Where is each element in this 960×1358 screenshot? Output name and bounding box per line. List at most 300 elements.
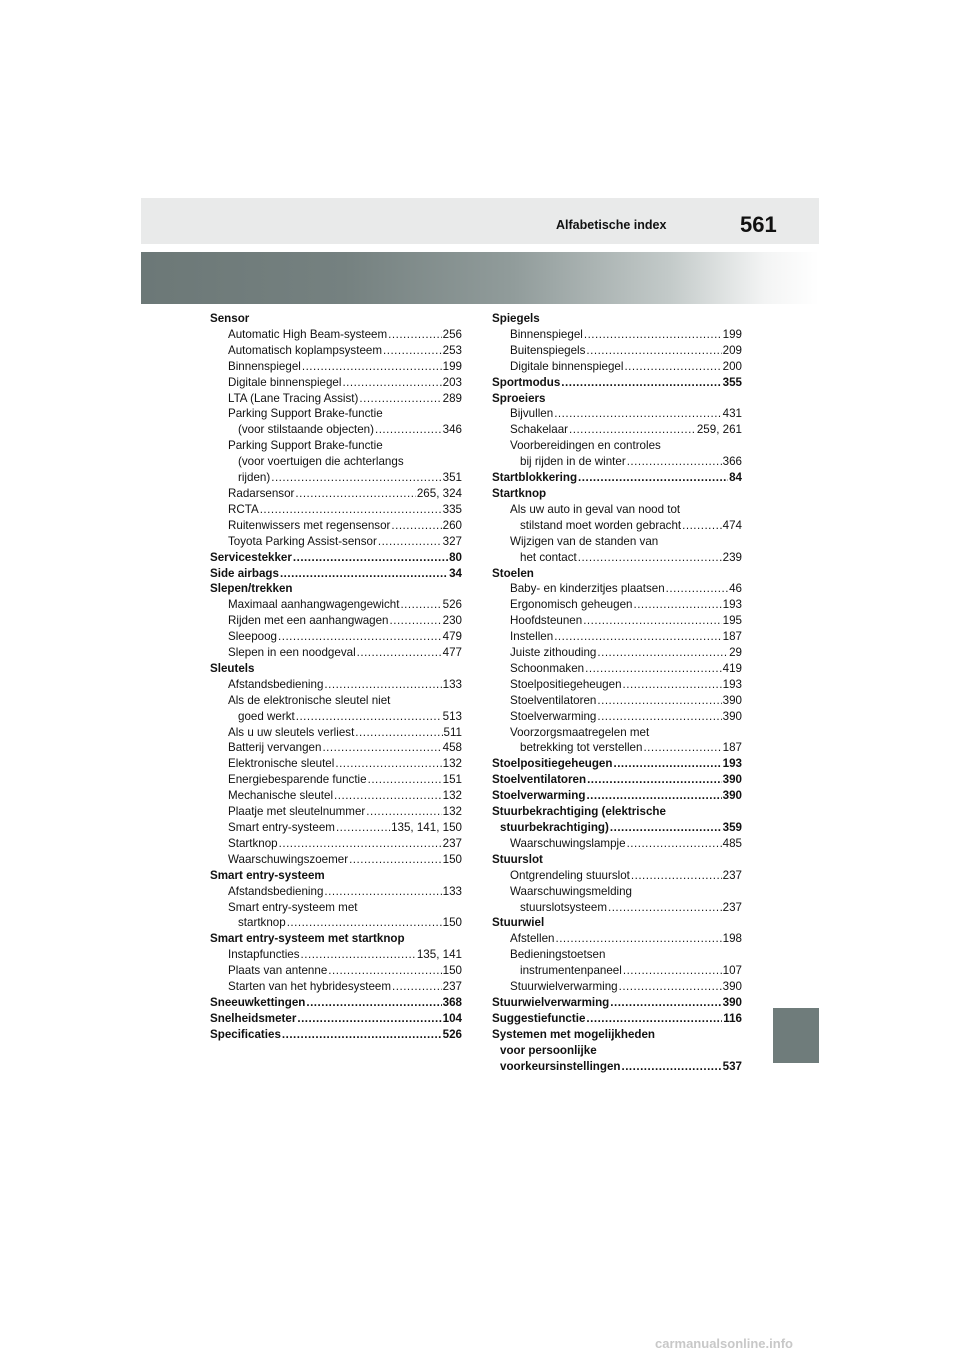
index-term: voorkeursinstellingen	[500, 1059, 621, 1073]
section-title: Alfabetische index	[556, 218, 667, 232]
dot-leader	[627, 836, 722, 852]
index-page-ref: 193	[722, 757, 742, 771]
index-entry	[210, 804, 462, 820]
index-page-ref: 346	[442, 423, 462, 437]
index-page-ref: 526	[442, 1027, 462, 1041]
index-term: Waarschuwingszoemer	[228, 852, 349, 866]
index-term: Smart entry-systeem met	[228, 900, 358, 914]
index-entry	[492, 661, 742, 677]
index-page-ref: 237	[442, 980, 462, 994]
index-entry	[492, 740, 742, 756]
index-entry	[492, 947, 742, 963]
dot-leader	[586, 788, 721, 804]
index-term: betrekking tot verstellen	[520, 741, 643, 755]
index-page-ref: 513	[442, 709, 462, 723]
index-term: Stoelventilatoren	[492, 773, 587, 787]
dot-leader	[368, 772, 442, 788]
index-page-ref: 431	[722, 407, 742, 421]
dot-leader	[260, 502, 442, 518]
dot-leader	[357, 645, 442, 661]
index-page-ref: 511	[443, 725, 462, 739]
index-term: Starten van het hybridesysteem	[228, 980, 392, 994]
index-page-ref: 390	[722, 709, 742, 723]
index-entry	[210, 327, 462, 343]
index-page-ref: 327	[442, 534, 462, 548]
index-page-ref: 135, 141	[416, 948, 462, 962]
index-term: Stoelverwarming	[492, 789, 586, 803]
index-page-ref: 150	[442, 852, 462, 866]
dot-leader	[597, 645, 728, 661]
index-page-ref: 359	[722, 821, 742, 834]
index-entry	[210, 756, 462, 772]
index-entry	[492, 486, 742, 502]
index-term: Suggestiefunctie	[492, 1011, 586, 1025]
index-term: Baby- en kinderzitjes plaatsen	[510, 582, 665, 596]
index-page-ref: 135, 141, 150	[391, 821, 462, 834]
dot-leader	[633, 597, 721, 613]
index-term: goed werkt	[238, 709, 295, 723]
watermark: carmanualsonline.info	[655, 1336, 793, 1351]
index-entry	[210, 406, 462, 422]
index-term: Bedieningstoetsen	[510, 948, 606, 962]
dot-leader	[583, 613, 721, 629]
dot-leader	[334, 788, 442, 804]
dot-leader	[278, 629, 442, 645]
dot-leader	[608, 900, 722, 916]
index-term: Stuurbekrachtiging (elektrische	[492, 805, 666, 819]
index-entry	[492, 979, 742, 995]
index-term: Parking Support Brake-functie	[228, 407, 383, 421]
index-page-ref: 200	[722, 359, 742, 373]
dot-leader	[383, 343, 442, 359]
index-entry	[492, 629, 742, 645]
index-page-ref: 477	[442, 646, 462, 660]
index-term: Juiste zithouding	[510, 646, 597, 660]
index-entry	[492, 359, 742, 375]
index-entry	[492, 788, 742, 804]
index-page-ref: 193	[722, 677, 742, 691]
dot-leader	[561, 375, 721, 391]
index-term: Waarschuwingslampje	[510, 836, 626, 850]
index-term: Spiegels	[492, 312, 540, 325]
index-term: Plaatje met sleutelnummer	[228, 805, 366, 819]
index-term: Stoelpositiegeheugen	[492, 757, 613, 771]
index-entry	[492, 852, 742, 868]
index-term: Bijvullen	[510, 407, 554, 421]
dot-leader	[584, 327, 722, 343]
dot-leader	[610, 995, 721, 1011]
index-term: Systemen met mogelijkheden	[492, 1027, 656, 1041]
index-term: Hoofdsteunen	[510, 614, 583, 628]
index-term: Side airbags	[210, 566, 279, 580]
index-term: Stoelen	[492, 566, 534, 580]
index-page-ref: 133	[442, 677, 462, 691]
index-term: Als u uw sleutels verliest	[228, 725, 355, 739]
index-page-ref: 265, 324	[416, 486, 462, 500]
index-term: Binnenspiegel	[228, 359, 301, 373]
dot-leader	[569, 422, 696, 438]
index-page-ref: 474	[722, 518, 742, 532]
index-entry	[210, 963, 462, 979]
index-term: Instapfuncties	[228, 948, 300, 962]
index-page-ref: 419	[722, 661, 742, 675]
dot-leader	[666, 581, 728, 597]
index-entry	[210, 311, 462, 327]
index-entry	[492, 311, 742, 327]
index-page-ref: 199	[442, 359, 462, 373]
dot-leader	[585, 661, 722, 677]
index-page-ref: 458	[442, 741, 462, 755]
index-term: Slepen in een noodgeval	[228, 646, 356, 660]
index-entry	[492, 1059, 742, 1075]
dot-leader	[324, 884, 441, 900]
index-page-ref: 133	[442, 884, 462, 898]
index-term: (voor voertuigen die achterlangs	[238, 455, 404, 469]
index-entry	[492, 375, 742, 391]
index-entry	[492, 581, 742, 597]
index-entry	[492, 772, 742, 788]
index-page-ref: 209	[722, 343, 742, 357]
dot-leader	[643, 740, 721, 756]
index-entry	[492, 550, 742, 566]
index-term: Smart entry-systeem	[210, 868, 325, 882]
index-entry	[492, 343, 742, 359]
index-term: Binnenspiegel	[510, 327, 583, 341]
index-term: Stuurwiel	[492, 916, 545, 930]
index-term: Schakelaar	[510, 423, 569, 437]
index-page-ref: 187	[722, 630, 742, 644]
dot-leader	[297, 1011, 441, 1027]
index-page-ref: 237	[722, 900, 742, 914]
index-term: Smart entry-systeem met startknop	[210, 932, 405, 946]
index-term: Stoelpositiegeheugen	[510, 677, 622, 691]
index-term: Snelheidsmeter	[210, 1011, 297, 1025]
dot-leader	[624, 359, 721, 375]
dot-leader	[296, 709, 442, 725]
index-page-ref: 150	[442, 964, 462, 978]
index-entry	[492, 645, 742, 661]
index-term: Sneeuwkettingen	[210, 995, 306, 1009]
index-entry	[492, 1011, 742, 1027]
dot-leader	[623, 963, 722, 979]
index-term: Wijzigen van de standen van	[510, 534, 659, 548]
index-term: Voorbereidingen en controles	[510, 439, 661, 453]
index-page-ref: 46	[729, 582, 742, 596]
dot-leader	[355, 725, 442, 741]
index-entry	[492, 900, 742, 916]
index-page-ref: 198	[722, 932, 742, 946]
index-page-ref: 187	[722, 741, 742, 755]
index-entry	[492, 884, 742, 900]
dot-leader	[613, 756, 721, 772]
dot-leader	[349, 852, 442, 868]
dot-leader	[271, 470, 441, 486]
index-entry	[210, 518, 462, 534]
index-term: Ontgrendeling stuurslot	[510, 868, 630, 882]
index-entry	[210, 947, 462, 963]
index-term: Waarschuwingsmelding	[510, 884, 633, 898]
index-entry	[210, 693, 462, 709]
index-entry	[492, 438, 742, 454]
index-entry	[210, 502, 462, 518]
index-term: bij rijden in de winter	[520, 455, 626, 469]
index-page-ref: 390	[722, 789, 742, 803]
dot-leader	[578, 550, 722, 566]
index-entry	[492, 613, 742, 629]
index-term: Digitale binnenspiegel	[510, 359, 624, 373]
dot-leader	[375, 422, 442, 438]
index-term: Toyota Parking Assist-sensor	[228, 534, 377, 548]
index-term: Elektronische sleutel	[228, 757, 335, 771]
index-term: Startknop	[228, 836, 278, 850]
index-entry	[210, 788, 462, 804]
index-term: het contact	[520, 550, 577, 564]
dot-leader	[597, 709, 721, 725]
index-entry	[210, 613, 462, 629]
index-entry	[492, 454, 742, 470]
index-term: Afstandsbediening	[228, 677, 324, 691]
index-entry	[492, 502, 742, 518]
index-page-ref: 355	[722, 375, 742, 389]
dot-leader	[322, 740, 441, 756]
index-term: Schoonmaken	[510, 661, 585, 675]
index-entry	[492, 518, 742, 534]
dot-leader	[555, 931, 721, 947]
index-entry	[210, 868, 462, 884]
index-term: LTA (Lane Tracing Assist)	[228, 391, 359, 405]
index-page-ref: 259, 261	[696, 423, 742, 437]
index-page-ref: 230	[442, 614, 462, 628]
index-page-ref: 29	[729, 646, 742, 660]
dot-leader	[336, 820, 390, 836]
index-page-ref: 335	[442, 502, 462, 516]
index-entry	[210, 550, 462, 566]
dot-leader	[392, 979, 442, 995]
index-column-left	[210, 311, 462, 1043]
index-entry	[210, 422, 462, 438]
index-term: Buitenspiegels	[510, 343, 586, 357]
dot-leader	[324, 677, 441, 693]
index-entry	[210, 820, 462, 836]
index-page-ref: 116	[723, 1011, 742, 1025]
index-term: stuurbekrachtiging)	[500, 821, 609, 834]
index-page-ref: 351	[442, 471, 462, 485]
dot-leader	[293, 550, 448, 566]
index-term: Startblokkering	[492, 471, 578, 485]
index-entry	[210, 486, 462, 502]
index-term: Batterij vervangen	[228, 741, 322, 755]
dot-leader	[586, 1011, 722, 1027]
index-entry	[210, 375, 462, 391]
index-term: stuurslotsysteem	[520, 900, 607, 914]
index-page-ref: 150	[442, 916, 462, 930]
index-term: Automatisch koplampsysteem	[228, 343, 383, 357]
index-entry	[210, 566, 462, 582]
index-entry	[492, 804, 742, 820]
index-entry	[210, 772, 462, 788]
index-page-ref: 479	[442, 630, 462, 644]
dot-leader	[295, 486, 415, 502]
dot-leader	[301, 947, 416, 963]
index-page-ref: 260	[442, 518, 462, 532]
index-term: Smart entry-systeem	[228, 821, 335, 834]
dot-leader	[391, 518, 441, 534]
index-term: Sportmodus	[492, 375, 561, 389]
index-page-ref: 84	[729, 471, 742, 485]
index-entry	[492, 406, 742, 422]
index-entry	[492, 534, 742, 550]
index-entry	[210, 900, 462, 916]
index-page-ref: 151	[442, 773, 462, 787]
dot-leader	[335, 756, 441, 772]
index-entry	[210, 534, 462, 550]
index-term: voor persoonlijke	[500, 1043, 597, 1057]
index-entry	[210, 438, 462, 454]
index-page-ref: 237	[722, 868, 742, 882]
index-term: Plaats van antenne	[228, 964, 328, 978]
index-entry	[492, 725, 742, 741]
index-entry	[210, 359, 462, 375]
dot-leader	[621, 1059, 721, 1075]
dot-leader	[554, 629, 721, 645]
index-entry	[210, 852, 462, 868]
index-entry	[492, 566, 742, 582]
index-entry	[492, 709, 742, 725]
index-entry	[210, 1027, 462, 1043]
index-page-ref: 132	[442, 805, 462, 819]
index-term: Afstellen	[510, 932, 555, 946]
index-term: Radarsensor	[228, 486, 295, 500]
index-entry	[492, 677, 742, 693]
index-entry	[210, 454, 462, 470]
chapter-tab	[773, 1008, 819, 1063]
index-term: Digitale binnenspiegel	[228, 375, 342, 389]
index-entry	[492, 995, 742, 1011]
dot-leader	[682, 518, 722, 534]
index-entry	[492, 327, 742, 343]
dot-leader	[342, 375, 441, 391]
index-term: Als uw auto in geval van nood tot	[510, 502, 681, 516]
index-entry	[210, 661, 462, 677]
dot-leader	[306, 995, 441, 1011]
index-entry	[210, 1011, 462, 1027]
index-page-ref: 253	[442, 343, 462, 357]
decorative-gradient-bar	[141, 252, 819, 304]
index-page-ref: 390	[722, 995, 742, 1009]
index-page-ref: 199	[722, 327, 742, 341]
dot-leader	[400, 597, 441, 613]
dot-leader	[554, 406, 721, 422]
index-page-ref: 390	[722, 980, 742, 994]
index-page-ref: 239	[722, 550, 742, 564]
index-page-ref: 485	[722, 836, 742, 850]
index-term: rijden)	[238, 471, 271, 485]
index-term: Automatic High Beam-systeem	[228, 327, 388, 341]
dot-leader	[610, 820, 722, 836]
index-page-ref: 195	[722, 614, 742, 628]
index-page-ref: 366	[722, 455, 742, 469]
page-number: 561	[740, 212, 777, 237]
index-entry	[492, 1027, 742, 1043]
index-term: Servicestekker	[210, 550, 292, 564]
index-entry	[210, 470, 462, 486]
index-page-ref: 132	[442, 757, 462, 771]
index-entry	[210, 645, 462, 661]
index-term: Ergonomisch geheugen	[510, 598, 633, 612]
index-entry	[210, 581, 462, 597]
index-page-ref: 34	[449, 566, 462, 580]
index-entry	[492, 756, 742, 772]
index-entry	[492, 693, 742, 709]
index-entry	[210, 725, 462, 741]
dot-leader	[279, 836, 442, 852]
dot-leader	[390, 613, 442, 629]
index-term: Sproeiers	[492, 391, 546, 405]
index-entry	[492, 915, 742, 931]
index-page-ref: 390	[722, 693, 742, 707]
dot-leader	[287, 915, 442, 931]
index-entry	[492, 868, 742, 884]
index-term: Sleutels	[210, 661, 255, 675]
dot-leader	[631, 868, 722, 884]
index-term: Specificaties	[210, 1027, 281, 1041]
dot-leader	[623, 677, 722, 693]
index-page-ref: 237	[442, 836, 462, 850]
dot-leader	[378, 534, 442, 550]
dot-leader	[619, 979, 722, 995]
index-term: Mechanische sleutel	[228, 789, 334, 803]
index-term: Stuurslot	[492, 852, 543, 866]
index-term: (voor stilstaande objecten)	[238, 423, 374, 437]
index-entry	[492, 836, 742, 852]
index-term: Ruitenwissers met regensensor	[228, 518, 391, 532]
dot-leader	[627, 454, 722, 470]
index-entry	[492, 597, 742, 613]
index-entry	[210, 677, 462, 693]
index-entry	[210, 995, 462, 1011]
index-entry	[210, 915, 462, 931]
dot-leader	[302, 359, 442, 375]
index-page-ref: 104	[442, 1011, 462, 1025]
dot-leader	[578, 470, 728, 486]
index-column-right	[492, 311, 742, 1075]
index-entry	[492, 931, 742, 947]
index-term: Sensor	[210, 312, 250, 325]
dot-leader	[366, 804, 441, 820]
index-page-ref: 289	[442, 391, 462, 405]
index-entry	[492, 1043, 742, 1059]
index-term: startknop	[238, 916, 286, 930]
index-term: Maximaal aanhangwagengewicht	[228, 598, 400, 612]
index-page-ref: 537	[722, 1059, 742, 1073]
dot-leader	[388, 327, 442, 343]
index-page-ref: 368	[442, 995, 462, 1009]
dot-leader	[597, 693, 721, 709]
index-page-ref: 80	[449, 550, 462, 564]
index-term: Slepen/trekken	[210, 582, 293, 596]
header-bar	[141, 198, 819, 244]
index-term: Stoelverwarming	[510, 709, 597, 723]
index-term: Startknop	[492, 486, 547, 500]
index-term: Stuurwielverwarming	[510, 980, 618, 994]
index-entry	[210, 931, 462, 947]
dot-leader	[280, 566, 448, 582]
dot-leader	[359, 391, 441, 407]
index-entry	[210, 740, 462, 756]
index-term: stilstand moet worden gebracht	[520, 518, 682, 532]
index-entry	[492, 470, 742, 486]
index-term: Afstandsbediening	[228, 884, 324, 898]
